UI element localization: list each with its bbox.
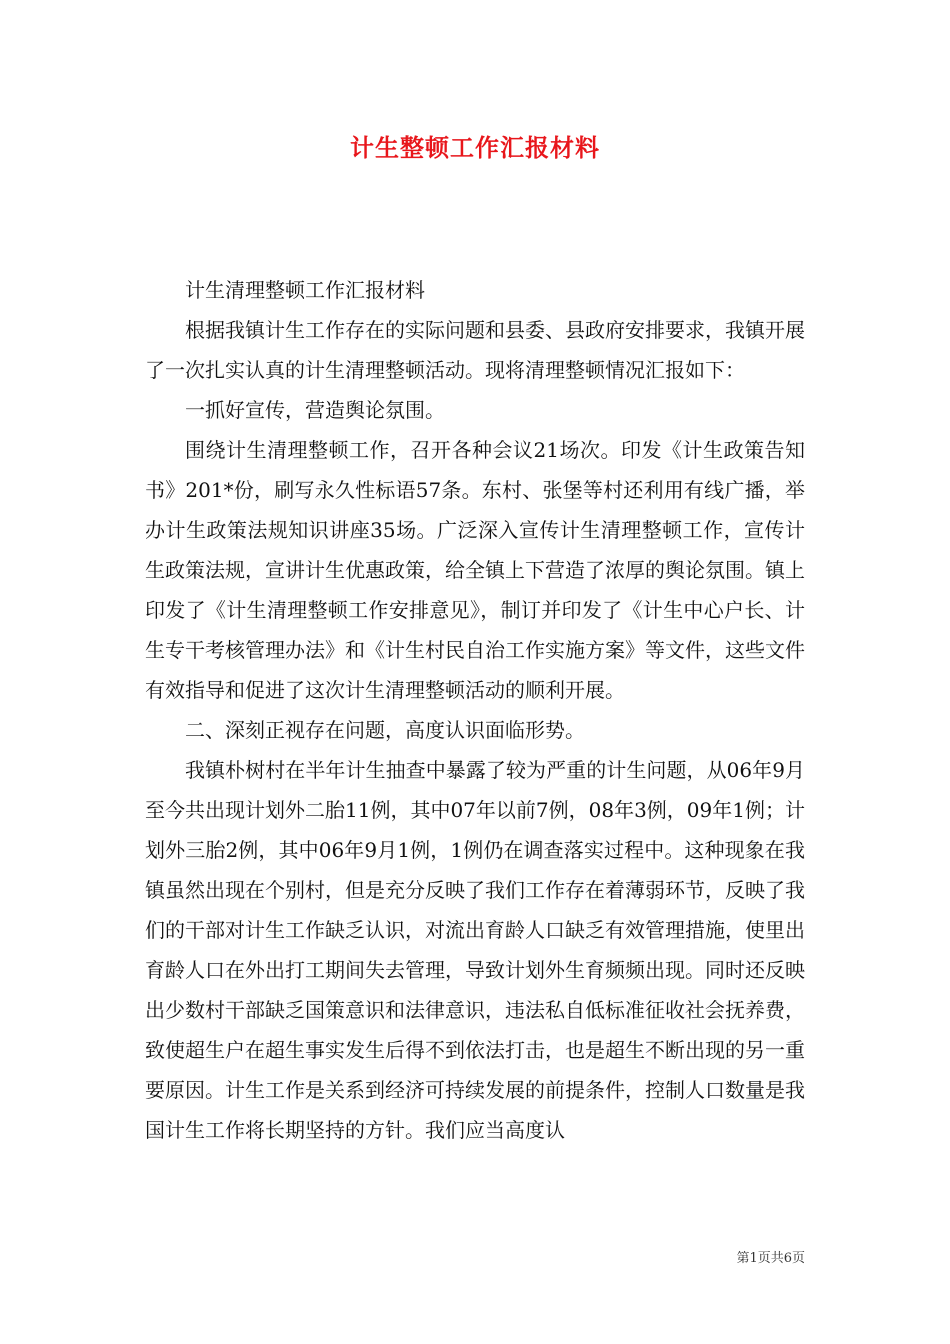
document-title: 计生整顿工作汇报材料 [350, 133, 600, 162]
section-heading-1: 一抓好宣传，营造舆论氛围。 [185, 398, 445, 422]
section-heading-2: 二、深刻正视存在问题，高度认识面临形势。 [185, 718, 585, 742]
paragraph-subtitle: 计生清理整顿工作汇报材料 [185, 278, 425, 302]
paragraph-section-1: 围绕计生清理整顿工作，召开各种会议21场次。印发《计生政策告知书》201*份，刷写永久性标语57条。东村、张堡等村还利用有线广播，举办计生政策法规知识讲座35场。广泛深入宣传计生清理整顿工作，宣传计生政策法规，宣讲计生优惠政策，给全镇上下营造了浓厚的舆论氛围。镇上印发了《计生清理整顿工作安排意见》，制订并印发了《计生中心户长、计生专干考核管理办法》和《计生村民自治工作实施方案》等文件，这些文件有效指导和促进了这次计生清理整顿活动的顺利开展。 [145, 438, 805, 702]
paragraph-intro: 根据我镇计生工作存在的实际问题和县委、县政府安排要求，我镇开展了一次扎实认真的计生清理整顿活动。现将清理整顿情况汇报如下： [145, 318, 805, 382]
paragraph-section-2: 我镇朴树村在半年计生抽查中暴露了较为严重的计生问题，从06年9月至今共出现计划外二胎11例，其中07年以前7例，08年3例，09年1例；计划外三胎2例，其中06年9月1例，1例仍在调查落实过程中。这种现象在我镇虽然出现在个别村，但是充分反映了我们工作存在着薄弱环节，反映了我们的干部对计生工作缺乏认识，对流出育龄人口缺乏有效管理措施，使里出育龄人口在外出打工期间失去管理，导致计划外生育频频出现。同时还反映出少数村干部缺乏国策意识和法律意识，违法私自低标准征收社会抚养费，致使超生户在超生事实发生后得不到依法打击，也是超生不断出现的另一重要原因。计生工作是关系到经济可持续发展的前提条件，控制人口数量是我国计生工作将长期坚持的方针。我们应当高度认 [145, 758, 805, 1142]
page-number: 第1页共6页 [736, 1251, 805, 1266]
document-body [145, 270, 805, 1150]
